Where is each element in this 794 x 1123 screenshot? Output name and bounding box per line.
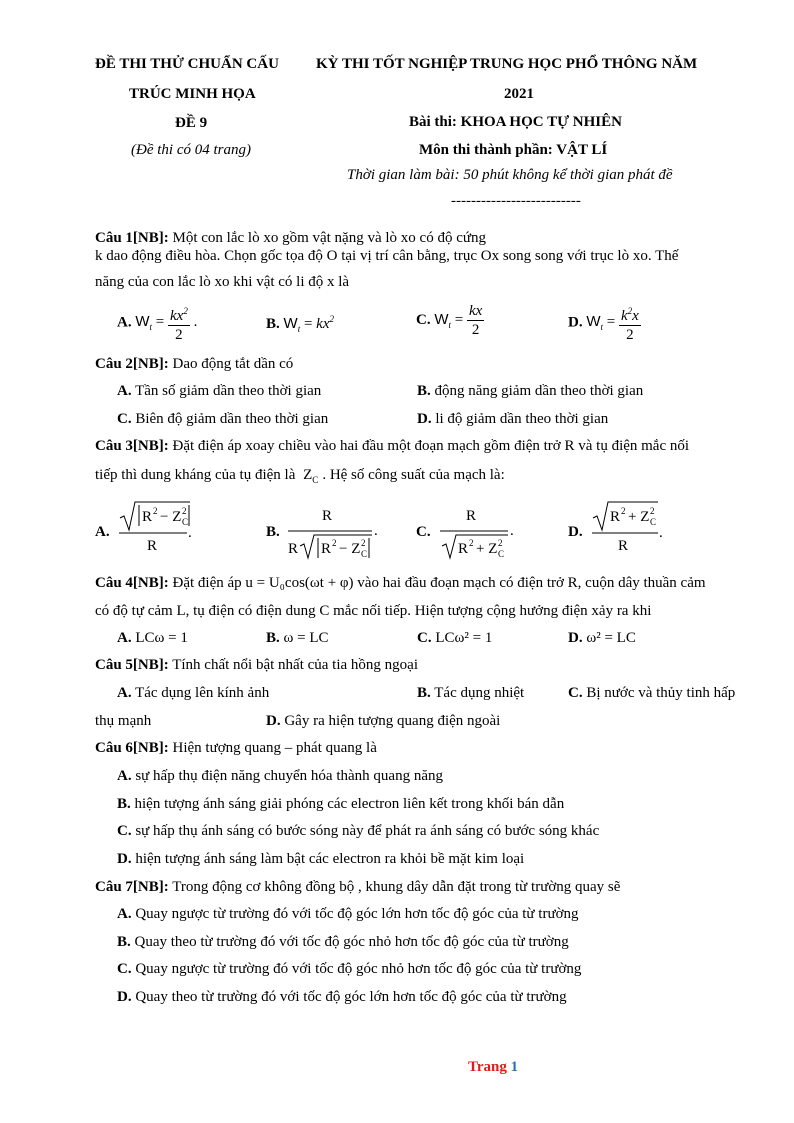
svg-text:.: . [374,523,378,539]
svg-text:− Z: − Z [160,509,182,525]
svg-text:R: R [288,541,299,557]
q5-stem [95,657,418,674]
q2-text: Dao động tắt dần có [168,356,294,372]
q6-option-a[interactable] [117,768,443,785]
svg-text:+ Z: + Z [476,541,498,557]
q1-option-b[interactable] [266,314,334,334]
q5-label: Câu 5[NB]: [95,657,169,673]
q4-option-b[interactable] [266,630,329,647]
option-label: B. [117,934,131,950]
q2-option-a[interactable] [117,383,321,400]
q2-label: Câu 2[NB]: [95,356,169,372]
option-text: Quay theo từ trường đó với tốc độ góc nhỏ hơn tốc độ góc của từ trường [130,934,569,950]
q5-option-b[interactable] [417,685,524,702]
svg-text:R: R [142,509,153,525]
option-label: C. [416,524,431,540]
option-text: LCω = 1 [131,630,188,646]
page-number: 1 [510,1059,519,1075]
page-footer [468,1059,518,1076]
q4-label: Câu 4[NB]: [95,575,169,591]
q5-option-a[interactable] [117,685,269,702]
option-label: A. [117,906,132,922]
q7-stem [95,879,620,896]
option-text: động năng giảm dần theo thời gian [430,383,644,399]
svg-text:C: C [498,549,505,559]
q1-line3: năng của con lắc lò xo khi vật có li độ x là [95,274,350,290]
page-word: Trang [468,1059,507,1075]
option-text: hiện tượng ánh sáng giải phóng các electron liên kết trong khối bán dẫn [130,796,565,812]
q4-line1 [95,575,706,592]
q4-option-d[interactable] [568,630,636,647]
option-label: C. [117,961,132,977]
formula-c [436,498,546,562]
svg-text:R: R [618,538,629,554]
formula-a: $W_t$ = $\frac{kx^2}{2}$ . [135,314,197,330]
header-divider: -------------------------- [451,193,581,209]
option-label: C. [117,411,132,427]
q5-option-c-continued: thụ mạnh [95,713,152,729]
option-label: C. [568,685,583,701]
q6-option-b[interactable] [117,796,564,813]
svg-text:R: R [466,508,477,524]
svg-text:.: . [510,523,514,539]
option-label: B. [266,316,280,332]
q2-stem [95,356,293,373]
svg-text:C: C [650,517,657,527]
option-text: Gây ra hiện tượng quang điện ngoài [280,713,501,729]
q3-text1: Đặt điện áp xoay chiều vào hai đầu một đoạn mạch gồm điện trở R và tụ điện mắc nối [168,438,690,454]
q6-stem [95,740,377,757]
option-label: D. [417,411,432,427]
option-label: B. [117,796,131,812]
q1-line2: k dao động điều hòa. Chọn gốc tọa độ O tại vị trí cân bằng, trục Ox song song với trục lò xo. Thế [95,248,679,264]
option-label: A. [117,383,132,399]
option-text: Quay ngược từ trường đó với tốc độ góc nhỏ hơn tốc độ góc của từ trường [131,961,582,977]
svg-text:C: C [361,549,368,559]
option-label: A. [117,768,132,784]
option-text: sự hấp thụ điện năng chuyển hóa thành quang năng [131,768,443,784]
q1-option-d[interactable] [568,302,641,344]
option-label: A. [95,524,110,540]
option-text: Tác dụng lên kính ảnh [131,685,270,701]
q6-option-d[interactable] [117,851,524,868]
formula-b: $W_t = kx^2$ [283,314,334,334]
q7-label: Câu 7[NB]: [95,879,169,895]
q6-label: Câu 6[NB]: [95,740,169,756]
svg-text:.: . [188,525,192,541]
q5-option-d[interactable] [266,713,500,730]
svg-text:.: . [659,525,663,541]
svg-text:R: R [322,508,333,524]
q2-option-b[interactable] [417,383,643,400]
option-text: ω² = LC [582,630,636,646]
option-label: D. [117,851,132,867]
formula-b [286,498,406,562]
q3-text2b: . Hệ số công suất của mạch là: [322,467,505,483]
option-label: D. [568,630,583,646]
q7-option-d[interactable] [117,989,567,1006]
exam-number: ĐỀ 9 [175,115,208,131]
option-text: Tác dụng nhiệt [430,685,525,701]
svg-text:+ Z: + Z [628,509,650,525]
option-text: sự hấp thụ ánh sáng có bước sóng này để phát ra ánh sáng có bước sóng khác [131,823,600,839]
q2-option-d[interactable] [417,411,608,428]
capacitive-reactance-symbol: $Z_C$ [303,467,319,485]
option-label: D. [568,524,583,540]
option-text: Bị nước và thủy tinh hấp [582,685,736,701]
header-left-line2: TRÚC MINH HỌA [129,86,256,102]
option-label: D. [568,314,583,331]
option-label: C. [117,823,132,839]
option-text: Biên độ giảm dần theo thời gian [131,411,329,427]
q7-option-c[interactable] [117,961,581,978]
q1-option-c[interactable] [416,302,484,339]
svg-text:2: 2 [469,538,474,548]
q7-text: Trong động cơ không đồng bộ , khung dây dẫn đặt trong từ trường quay sẽ [168,879,621,895]
option-label: C. [416,312,431,328]
q4-option-c[interactable] [417,630,492,647]
header-left-line1: ĐỀ THI THỬ CHUẨN CẤU [95,56,279,72]
q7-option-a[interactable] [117,906,579,923]
svg-text:2: 2 [182,506,187,516]
svg-text:R: R [147,538,158,554]
q2-option-c[interactable] [117,411,328,428]
exam-subject: Bài thi: KHOA HỌC TỰ NHIÊN [409,114,622,130]
svg-text:2: 2 [361,538,366,548]
q4-line2: có độ tự cảm L, tụ điện có điện dung C mắc nối tiếp. Hiện tượng cộng hưởng điện xảy ra khi [95,603,652,619]
header-right-line1: KỲ THI TỐT NGHIỆP TRUNG HỌC PHỔ THÔNG NĂM [316,56,698,72]
exam-component: Môn thi thành phần: VẬT LÍ [419,142,608,158]
option-label: A. [117,314,132,331]
header-right-year: 2021 [504,86,534,102]
q3-label: Câu 3[NB]: [95,438,169,454]
q6-text: Hiện tượng quang – phát quang là [168,740,377,756]
svg-text:2: 2 [650,506,655,516]
option-label: B. [266,524,280,540]
option-label: A. [117,630,132,646]
option-label: B. [266,630,280,646]
formula-d: $W_t$ = $\frac{k^2x}{2}$ [586,314,641,330]
q1-line1 [95,230,486,247]
q1-label: Câu 1[NB]: [95,230,169,246]
q3-line1 [95,438,689,455]
q5-option-c[interactable] [568,685,735,702]
option-text: LCω² = 1 [431,630,493,646]
svg-text:C: C [182,517,189,527]
option-label: B. [417,685,431,701]
option-text: Tần số giảm dần theo thời gian [131,383,322,399]
option-text: hiện tượng ánh sáng làm bật các electron ra khỏi bề mặt kim loại [131,851,525,867]
q4-text1: Đặt điện áp u = U₀cos(ωt + φ) vào hai đầu đoạn mạch có điện trở R, cuộn dây thuần cảm [168,575,706,591]
q3-text2a: tiếp thì dung kháng của tụ điện là [95,467,300,483]
option-label: B. [417,383,431,399]
q1-text1: Một con lắc lò xo gồm vật nặng và lò xo có độ cứng [168,230,486,246]
q3-line2 [95,467,505,485]
q6-option-c[interactable] [117,823,599,840]
svg-text:− Z: − Z [339,541,361,557]
q7-option-b[interactable] [117,934,569,951]
svg-text:R: R [321,541,332,557]
option-label: D. [117,989,132,1005]
page-count-note: (Đề thi có 04 trang) [131,142,251,158]
svg-text:2: 2 [621,506,626,516]
formula-d [588,498,698,558]
q5-text: Tính chất nổi bật nhất của tia hồng ngoại [168,657,418,673]
formula-a [115,498,225,558]
time-note: Thời gian làm bài: 50 phút không kể thời gian phát đề [347,167,673,183]
svg-text:2: 2 [498,538,503,548]
option-text: ω = LC [279,630,329,646]
option-text: Quay theo từ trường đó với tốc độ góc lớn hơn tốc độ góc của từ trường [131,989,567,1005]
option-label: D. [266,713,281,729]
svg-text:2: 2 [332,538,337,548]
svg-text:R: R [610,509,621,525]
q1-option-a[interactable] [117,302,197,344]
formula-c: $W_t$ = $\frac{kx}{2}$ [434,303,483,338]
svg-text:2: 2 [153,506,158,516]
option-label: A. [117,685,132,701]
option-label: C. [417,630,432,646]
svg-text:R: R [458,541,469,557]
option-text: li độ giảm dần theo thời gian [431,411,609,427]
option-text: Quay ngược từ trường đó với tốc độ góc lớn hơn tốc độ góc của từ trường [131,906,579,922]
q4-option-a[interactable] [117,630,188,647]
